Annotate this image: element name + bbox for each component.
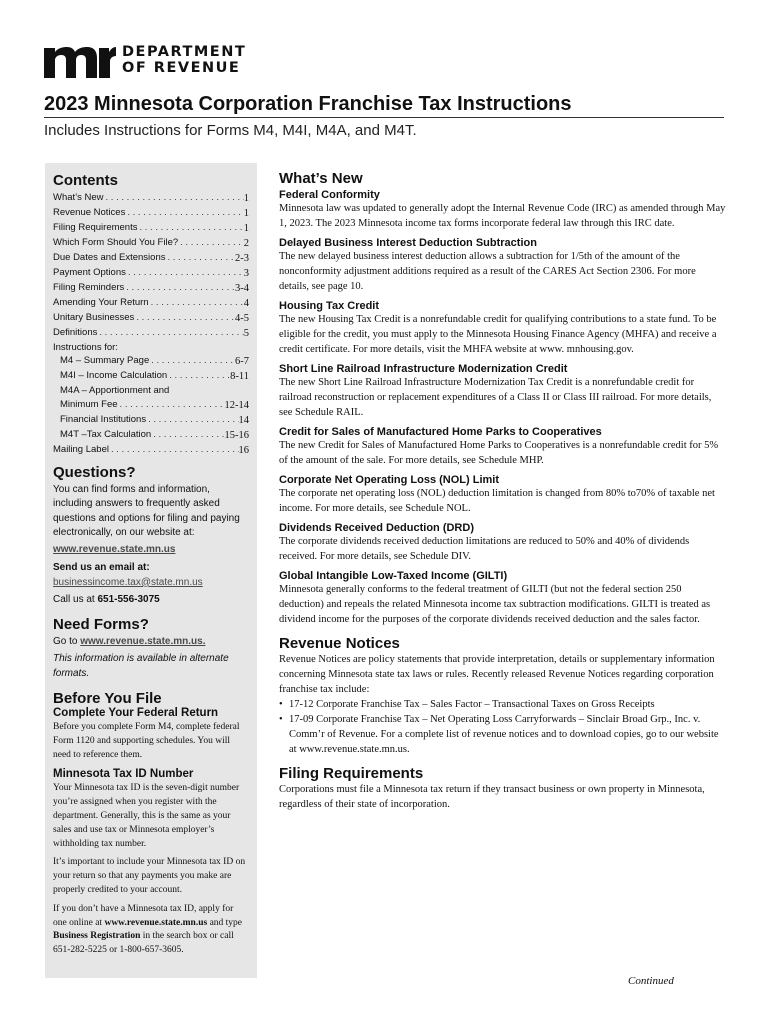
toc-row[interactable]: Financial Institutions . . . 14 [53, 413, 249, 428]
tax-id-text-3: If you don’t have a Minnesota tax ID, apply for one online at www.revenue.state.mn.us and type Business Registration in the search box or call 651-282-5225 or 1-800-657-3605. [53, 903, 243, 956]
need-forms-heading: Need Forms? [53, 615, 149, 633]
filing-requirements-text: Corporations must file a Minnesota tax return if they transact business or own property in Minnesota, regardless of their state of incorporation. [279, 784, 705, 810]
dept-line-2: OF REVENUE [122, 60, 241, 76]
dept-line-1: DEPARTMENT [122, 44, 247, 60]
toc-row[interactable]: Minimum Fee . . . 12-14 [53, 398, 249, 413]
section-heading: Global Intangible Low-Taxed Income (GILTI) [279, 570, 508, 582]
toc-row[interactable]: Mailing Label . . . 16 [53, 443, 249, 458]
section-heading: Corporate Net Operating Loss (NOL) Limit [279, 474, 500, 486]
forms-link[interactable]: www.revenue.state.mn.us. [80, 635, 206, 647]
tax-id-text-2: It’s important to include your Minnesota tax ID on your return so that any payments you make are properly credited to your account. [53, 857, 246, 896]
email-link[interactable]: businessincome.tax@state.mn.us [53, 576, 203, 588]
mn-logo-icon [44, 42, 116, 78]
title-divider [44, 117, 724, 118]
federal-return-text: Before you complete Form M4, complete federal Form 1120 and supporting schedules. You will need to reference them. [53, 722, 240, 760]
section-text: The new Credit for Sales of Manufactured Home Parks to Cooperatives is a nonrefundable credit for 5% of the amount of the sale. For more details, see Schedule MHP. [279, 440, 719, 466]
toc-row: Instructions for: [53, 342, 118, 353]
list-item: • 17-09 Corporate Franchise Tax – Net Operating Loss Carryforwards – Sinclair Broad Grp., Inc. v. Comm’r of Revenue. For a complete list of revenue notices and to download copies, go to our website at www.revenue.state.mn.us. [279, 714, 719, 755]
alternate-formats-note: This information is available in alternate formats. [53, 653, 229, 679]
toc-row[interactable]: Due Dates and Extensions . . . 2-3 [53, 251, 249, 266]
before-you-file-heading: Before You File [53, 690, 162, 708]
toc-row[interactable]: Unitary Businesses . . . 4-5 [53, 311, 249, 326]
section-heading: Federal Conformity [279, 189, 380, 201]
toc-row[interactable]: Filing Reminders . . . 3-4 [53, 281, 249, 296]
revenue-notices-text: Revenue Notices are policy statements that provide interpretation, details or supplementary information concerning Minnesota state tax laws or rules. Recently released Revenue Notices regarding corporation franchise tax include: [279, 654, 715, 695]
main-content [279, 170, 727, 812]
phone-number: 651-556-3075 [97, 594, 160, 606]
section-heading: Dividends Received Deduction (DRD) [279, 522, 474, 534]
tax-id-heading: Minnesota Tax ID Number [53, 768, 194, 781]
toc-row[interactable]: M4T –Tax Calculation . . . 15-16 [53, 428, 249, 443]
filing-requirements-heading: Filing Requirements [279, 765, 424, 782]
revenue-notices-heading: Revenue Notices [279, 635, 400, 652]
email-label: Send us an email at: [53, 562, 150, 574]
page-header [44, 42, 246, 78]
tax-id-text-1: Your Minnesota tax ID is the seven-digit number you’re assigned when you register with the department. Generally, this is the same as your sales and use tax or Minnesota employer’s withholding tax number. [53, 783, 240, 849]
federal-return-heading: Complete Your Federal Return [53, 707, 219, 720]
questions-text: You can find forms and information, including answers to frequently asked questions and options for filing and paying electronically, on our website at: [53, 483, 240, 539]
business-registration-term: Business Registration [53, 931, 141, 942]
bullet: • [279, 714, 283, 725]
toc-row[interactable]: Definitions . . . 5 [53, 326, 249, 341]
toc-row[interactable]: M4I – Income Calculation . . . 8-11 [53, 369, 249, 384]
phone-line: Call us at 651-556-3075 [53, 594, 160, 606]
toc-row[interactable]: Amending Your Return . . . 4 [53, 296, 249, 311]
website-link[interactable]: www.revenue.state.mn.us [53, 543, 176, 555]
section-heading: Short Line Railroad Infrastructure Modernization Credit [279, 363, 568, 375]
page-subtitle: Includes Instructions for Forms M4, M4I, M4A, and M4T. [44, 122, 417, 139]
toc-row[interactable]: M4 – Summary Page . . . 6-7 [53, 354, 249, 369]
section-text: Minnesota generally conforms to the federal treatment of GILTI (but not the federal section 250 deduction) and repeals the related Minnesota income tax subtraction modifications. GILTI is treated as dividend income for the purposes of the corporate dividends received deduction and the sales factor. [279, 584, 711, 625]
toc-row[interactable]: What’s New . . . 1 [53, 191, 249, 206]
toc-row: M4A – Apportionment and [60, 385, 170, 397]
toc-row[interactable]: Which Form Should You File? . . . 2 [53, 236, 249, 251]
questions-heading: Questions? [53, 463, 136, 481]
section-text: The corporate dividends received deduction limitations are reduced to 50% and 40% of dividends received. For more details, see Schedule DIV. [279, 536, 690, 562]
section-heading: Housing Tax Credit [279, 300, 380, 312]
department-name [122, 44, 246, 76]
continued-label: Continued [628, 975, 674, 987]
list-item: • 17-12 Corporate Franchise Tax – Sales Factor – Transactional Taxes on Gross Receipts [279, 699, 655, 710]
forms-line: Go to www.revenue.state.mn.us. [53, 635, 206, 647]
table-of-contents [53, 191, 249, 458]
revenue-website-link[interactable]: www.revenue.state.mn.us [104, 917, 208, 928]
toc-row[interactable]: Revenue Notices . . . 1 [53, 206, 249, 221]
page-title: 2023 Minnesota Corporation Franchise Tax Instructions [44, 93, 572, 115]
section-text: The new Housing Tax Credit is a nonrefundable credit for qualifying contributions to a state fund. To be eligible for the credit, you must apply to the Minnesota Housing Finance Agency (MHFA) and receive a credit certificate. For more details, visit the MHFA website at www. mnhousing.gov. [279, 314, 717, 355]
whats-new-heading: What’s New [279, 170, 363, 187]
bullet: • [279, 699, 283, 710]
toc-row[interactable]: Filing Requirements . . . 1 [53, 221, 249, 236]
toc-row[interactable]: Payment Options . . . 3 [53, 266, 249, 281]
contents-heading: Contents [53, 172, 118, 189]
section-heading: Delayed Business Interest Deduction Subtraction [279, 237, 537, 249]
section-text: The corporate net operating loss (NOL) deduction limitation is changed from 80% to70% of taxable net income. For more details, see Schedule NOL. [279, 488, 715, 514]
section-text: The new Short Line Railroad Infrastructure Modernization Tax Credit is a nonrefundable credit for railroad reconstruction or replacement expenditures of a Class II or Class III railroad. For more details, see Schedule RAIL. [279, 377, 712, 418]
sidebar [45, 163, 257, 978]
section-heading: Credit for Sales of Manufactured Home Parks to Cooperatives [279, 426, 602, 438]
section-text: Minnesota law was updated to generally adopt the Internal Revenue Code (IRC) as amended through May 1, 2023. The 2023 Minnesota income tax forms incorporate federal law through this IRC date. [279, 203, 726, 229]
section-text: The new delayed business interest deduction allows a subtraction for 1/5th of the amount of the nonconformity adjustment additions required as a result of the CARES Act Section 2306. For more details, see page 10. [279, 251, 696, 292]
